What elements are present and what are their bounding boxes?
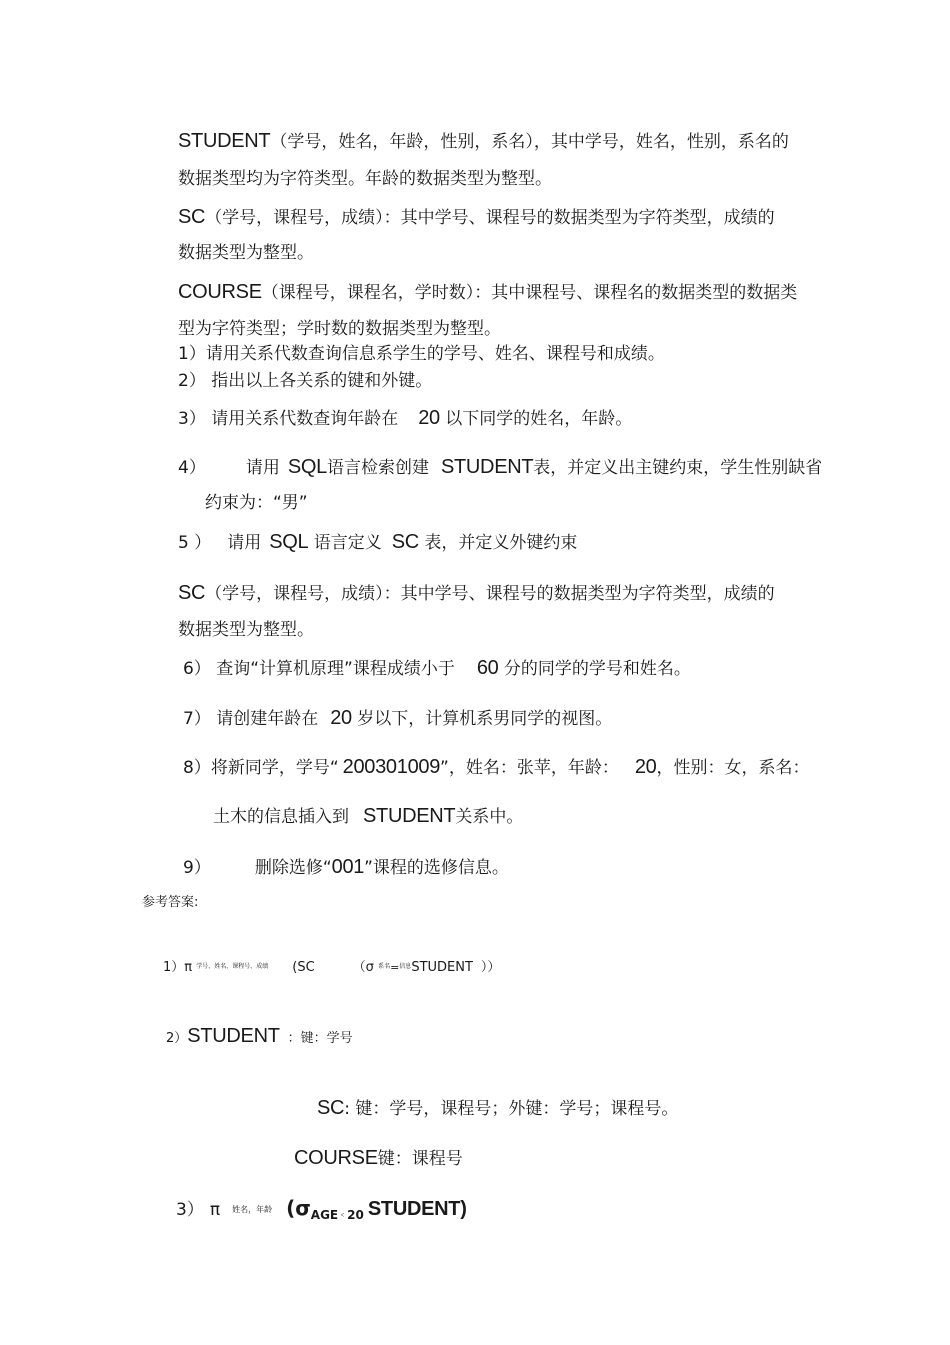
question-4-number: 4） <box>178 458 206 478</box>
student-fields-text: （学号，姓名，年龄，性别，系名），其中学号，姓名，性别，系名的 <box>270 132 789 152</box>
answer-1-eq: = <box>390 961 400 974</box>
question-9-number: 9） <box>183 858 211 878</box>
question-5-text-b: 语言定义 <box>313 533 382 553</box>
question-3-number: 20 <box>418 407 440 429</box>
question-8-text-b: ”，姓名：张苹，年龄： <box>440 758 619 778</box>
question-5-number: 5 ） <box>178 533 212 553</box>
answer-1-cond-b: 信息 <box>399 963 412 970</box>
question-5-sc: SC <box>391 531 419 553</box>
answer-1-projection: 学号、姓名、课程号、成绩 <box>196 963 269 970</box>
answer-1-cond-a: 系名 <box>378 963 391 970</box>
question-4-text-b: 语言检索创建 <box>326 458 429 478</box>
question-3-text-b: 以下同学的姓名，年龄。 <box>445 409 633 429</box>
answer-2-sc <box>317 1097 678 1120</box>
question-6-number: 60 <box>476 657 499 679</box>
question-8-text-e: 关系中。 <box>455 807 524 827</box>
answer-2-course-key: 键：课程号 <box>377 1149 463 1169</box>
student-schema-line <box>178 130 789 153</box>
answer-1-number: 1） <box>163 960 185 975</box>
answer-2-number: 2） <box>166 1031 188 1046</box>
course-fields-text: （课程号，课程名，学时数）：其中课程号、课程名的数据类型的数据类 <box>261 283 798 303</box>
question-3 <box>178 407 632 430</box>
sc-schema-repeat-line <box>178 582 775 605</box>
answer-1-sigma: （σ <box>352 960 374 975</box>
sc-relation-name: SC <box>178 206 206 228</box>
question-7-number: 20 <box>330 707 352 729</box>
question-4-continued: 约束为：“男” <box>205 493 308 513</box>
sc-schema-line <box>178 206 775 229</box>
answer-3-pi: π <box>209 1200 221 1220</box>
answer-1-sc: (SC <box>292 960 315 975</box>
answer-3-lt: ﹤ <box>338 1210 348 1220</box>
answer-2 <box>166 1025 353 1050</box>
answer-1-student: STUDENT <box>411 960 473 975</box>
answer-3-number: 3） <box>176 1200 204 1220</box>
question-4-student: STUDENT <box>440 456 534 478</box>
question-8-text-d: 土木的信息插入到 <box>213 807 349 827</box>
question-5 <box>178 531 577 554</box>
answer-2-sc-keys: : 键：学号，课程号；外键：学号；课程号。 <box>344 1099 679 1119</box>
question-8 <box>183 756 810 779</box>
question-7 <box>183 707 612 730</box>
course-schema-line <box>178 281 797 304</box>
answer-1-close: ）） <box>480 960 501 975</box>
question-8-text-c: ，性别：女，系名： <box>656 758 810 778</box>
answer-3-student: STUDENT) <box>367 1198 467 1220</box>
student-relation-name: STUDENT <box>178 130 271 152</box>
sc-types-line: 数据类型为整型。 <box>178 243 314 263</box>
question-8-id: 200301009 <box>342 756 441 778</box>
question-9 <box>183 856 509 879</box>
question-7-text-b: 岁以下，计算机系男同学的视图。 <box>357 709 613 729</box>
course-types-line: 型为字符类型；学时数的数据类型为整型。 <box>178 319 501 339</box>
answer-2-course <box>294 1147 463 1170</box>
question-8-age: 20 <box>634 756 657 778</box>
course-relation-name: COURSE <box>178 281 262 303</box>
answer-2-sc-name: SC <box>317 1097 345 1119</box>
question-2: 2） 指出以上各关系的键和外键。 <box>178 371 433 391</box>
answer-2-key: ：键：学号 <box>287 1031 353 1046</box>
question-9-text-a: 删除选修“ <box>254 858 332 878</box>
question-1: 1）请用关系代数查询信息系学生的学号、姓名、课程号和成绩。 <box>178 344 665 364</box>
question-4-text-c: 表，并定义出主键约束，学生性别缺省 <box>533 458 823 478</box>
answer-2-course-name: COURSE <box>294 1147 378 1169</box>
answer-3 <box>176 1197 467 1226</box>
answer-3-projection: 姓名，年龄 <box>232 1205 273 1214</box>
question-4-text-a: 请用 <box>245 458 280 478</box>
question-5-sql: SQL <box>269 531 309 553</box>
student-types-line: 数据类型均为字符类型。年龄的数据类型为整型。 <box>178 169 552 189</box>
question-8-text-a: 8）将新同学，学号“ <box>183 758 339 778</box>
question-9-text-b: ”课程的选修信息。 <box>364 858 509 878</box>
sc-fields-text: （学号，课程号，成绩）：其中学号、课程号的数据类型为字符类型，成绩的 <box>205 208 775 228</box>
question-5-text-c: 表，并定义外键约束 <box>424 533 578 553</box>
question-7-text-a: 7） 请创建年龄在 <box>183 709 319 729</box>
sc-repeat-types-line: 数据类型为整型。 <box>178 620 314 640</box>
question-8-student: STUDENT <box>363 805 456 827</box>
question-6-text-a: 6） 查询“计算机原理”课程成绩小于 <box>183 659 455 679</box>
sc-repeat-relation-name: SC <box>178 582 206 604</box>
answer-3-cond: AGE <box>310 1208 339 1222</box>
question-6-text-b: 分的同学的学号和姓名。 <box>503 659 691 679</box>
question-6 <box>183 657 691 680</box>
pi-symbol: π <box>184 960 193 975</box>
answer-2-student: STUDENT <box>187 1025 280 1047</box>
answer-3-sigma: (σ <box>286 1196 311 1220</box>
sc-repeat-fields-text: （学号，课程号，成绩）：其中学号、课程号的数据类型为字符类型，成绩的 <box>205 584 775 604</box>
question-3-text-a: 3） 请用关系代数查询年龄在 <box>178 409 399 429</box>
question-4-sql: SQL <box>287 456 327 478</box>
answers-heading: 参考答案: <box>142 895 199 910</box>
question-9-code: 001 <box>331 856 365 878</box>
question-5-text-a: 请用 <box>227 533 262 553</box>
answer-3-num: 20 <box>347 1208 364 1222</box>
question-8-continued <box>213 805 523 828</box>
answer-1 <box>163 956 500 979</box>
question-4 <box>178 456 822 479</box>
